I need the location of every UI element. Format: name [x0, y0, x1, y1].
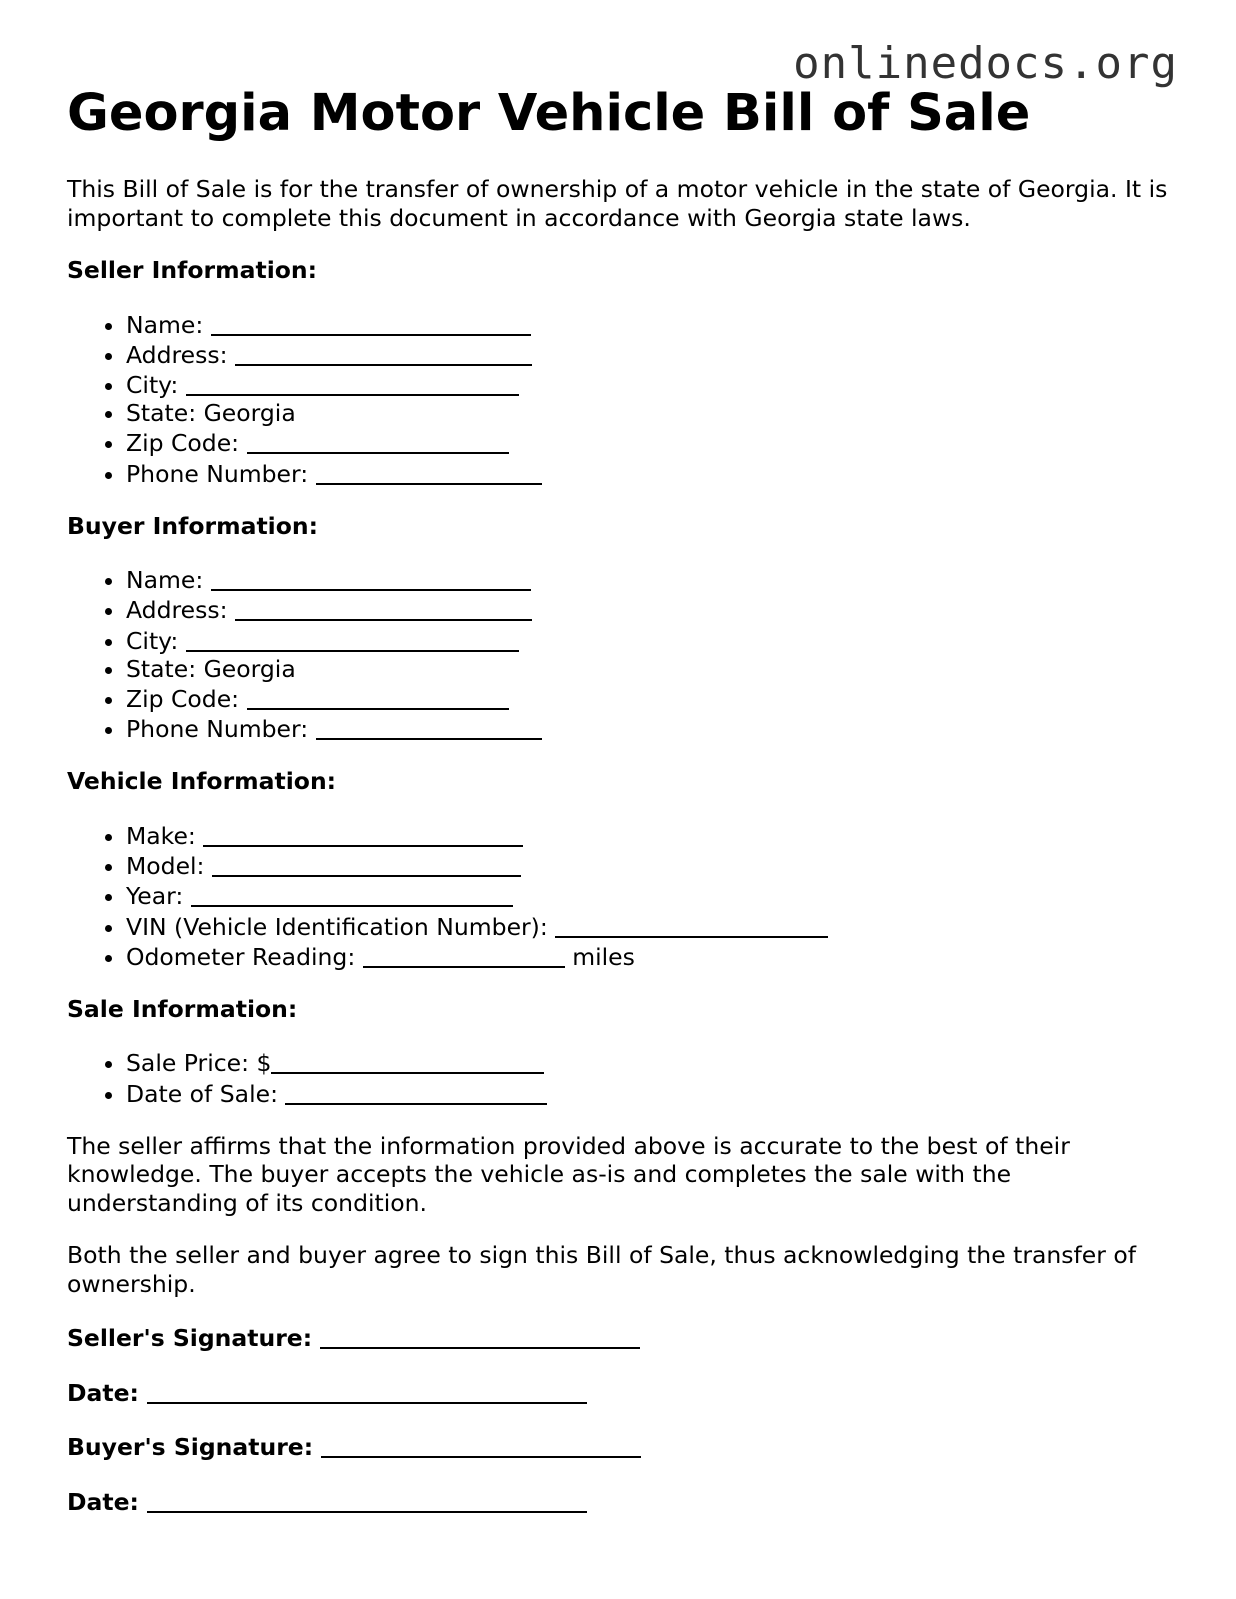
- seller-zip-item: • Zip Code:: [126, 427, 1177, 457]
- buyer-date-field[interactable]: [147, 1489, 587, 1513]
- buyer-city-field[interactable]: [186, 628, 519, 652]
- seller-address-field[interactable]: [235, 342, 532, 366]
- seller-state-item: • State: Georgia: [126, 399, 1177, 427]
- seller-date-field[interactable]: [147, 1380, 587, 1404]
- seller-heading: Seller Information:: [67, 256, 318, 284]
- sale-date-item: • Date of Sale:: [126, 1078, 1177, 1108]
- vehicle-model-field[interactable]: [212, 853, 521, 877]
- sale-price-item: • Sale Price: $: [126, 1047, 1177, 1077]
- vehicle-heading: Vehicle Information:: [67, 767, 337, 796]
- buyer-state-item: • State: Georgia: [126, 655, 1177, 683]
- sale-list: [67, 1047, 1177, 1107]
- vehicle-list: [67, 820, 1177, 971]
- watermark: onlinedocs.org: [793, 38, 1178, 89]
- seller-list: [67, 309, 1177, 488]
- seller-name-item: • Name:: [126, 309, 1177, 339]
- buyer-city-item: • City:: [126, 625, 1177, 655]
- page-title: Georgia Motor Vehicle Bill of Sale: [67, 84, 1031, 143]
- sale-date-field[interactable]: [285, 1081, 547, 1105]
- seller-date-line: Date:: [67, 1377, 1177, 1408]
- buyer-heading: Buyer Information:: [67, 511, 319, 540]
- sale-price-field[interactable]: [271, 1050, 544, 1074]
- buyer-address-item: • Address:: [126, 594, 1177, 624]
- seller-signature-field[interactable]: [320, 1325, 640, 1349]
- vehicle-year-item: • Year:: [126, 880, 1177, 910]
- agreement-paragraph: Both the seller and buyer agree to sign this Bill of Sale, thus acknowledging the transfer of ownership.: [67, 1241, 1137, 1298]
- buyer-zip-field[interactable]: [247, 686, 509, 710]
- sale-heading: Sale Information:: [67, 994, 298, 1023]
- affirmation-paragraph: The seller affirms that the information provided above is accurate to the best of their knowledge. The buyer accepts the vehicle as-is and completes the sale with the understanding of its condition.: [67, 1131, 1070, 1217]
- seller-phone-field[interactable]: [316, 461, 542, 485]
- buyer-signature-line: Buyer's Signature:: [67, 1431, 1177, 1462]
- seller-city-item: • City:: [126, 369, 1177, 399]
- seller-phone-item: • Phone Number:: [126, 458, 1177, 488]
- buyer-signature-field[interactable]: [321, 1434, 641, 1458]
- document-page: [67, 82, 1177, 1516]
- seller-name-field[interactable]: [211, 312, 531, 336]
- seller-zip-field[interactable]: [247, 430, 509, 454]
- vehicle-make-item: • Make:: [126, 820, 1177, 850]
- buyer-phone-item: • Phone Number:: [126, 713, 1177, 743]
- buyer-name-item: • Name:: [126, 564, 1177, 594]
- buyer-phone-field[interactable]: [316, 716, 542, 740]
- vehicle-odometer-item: • Odometer Reading: miles: [126, 941, 1177, 971]
- intro-paragraph: This Bill of Sale is for the transfer of ownership of a motor vehicle in the state of Georgia. It is important to complete this document in accordance with Georgia state laws.: [67, 175, 1168, 232]
- seller-signature-line: Seller's Signature:: [67, 1322, 1177, 1353]
- buyer-name-field[interactable]: [211, 567, 531, 591]
- vehicle-vin-field[interactable]: [555, 914, 828, 938]
- vehicle-model-item: • Model:: [126, 850, 1177, 880]
- buyer-list: [67, 564, 1177, 743]
- buyer-address-field[interactable]: [235, 597, 532, 621]
- vehicle-vin-item: • VIN (Vehicle Identification Number):: [126, 911, 1177, 941]
- buyer-zip-item: • Zip Code:: [126, 683, 1177, 713]
- seller-city-field[interactable]: [186, 372, 519, 396]
- buyer-date-line: Date:: [67, 1486, 1177, 1517]
- vehicle-odometer-field[interactable]: [363, 944, 565, 968]
- vehicle-year-field[interactable]: [191, 883, 513, 907]
- seller-address-item: • Address:: [126, 339, 1177, 369]
- vehicle-make-field[interactable]: [203, 823, 523, 847]
